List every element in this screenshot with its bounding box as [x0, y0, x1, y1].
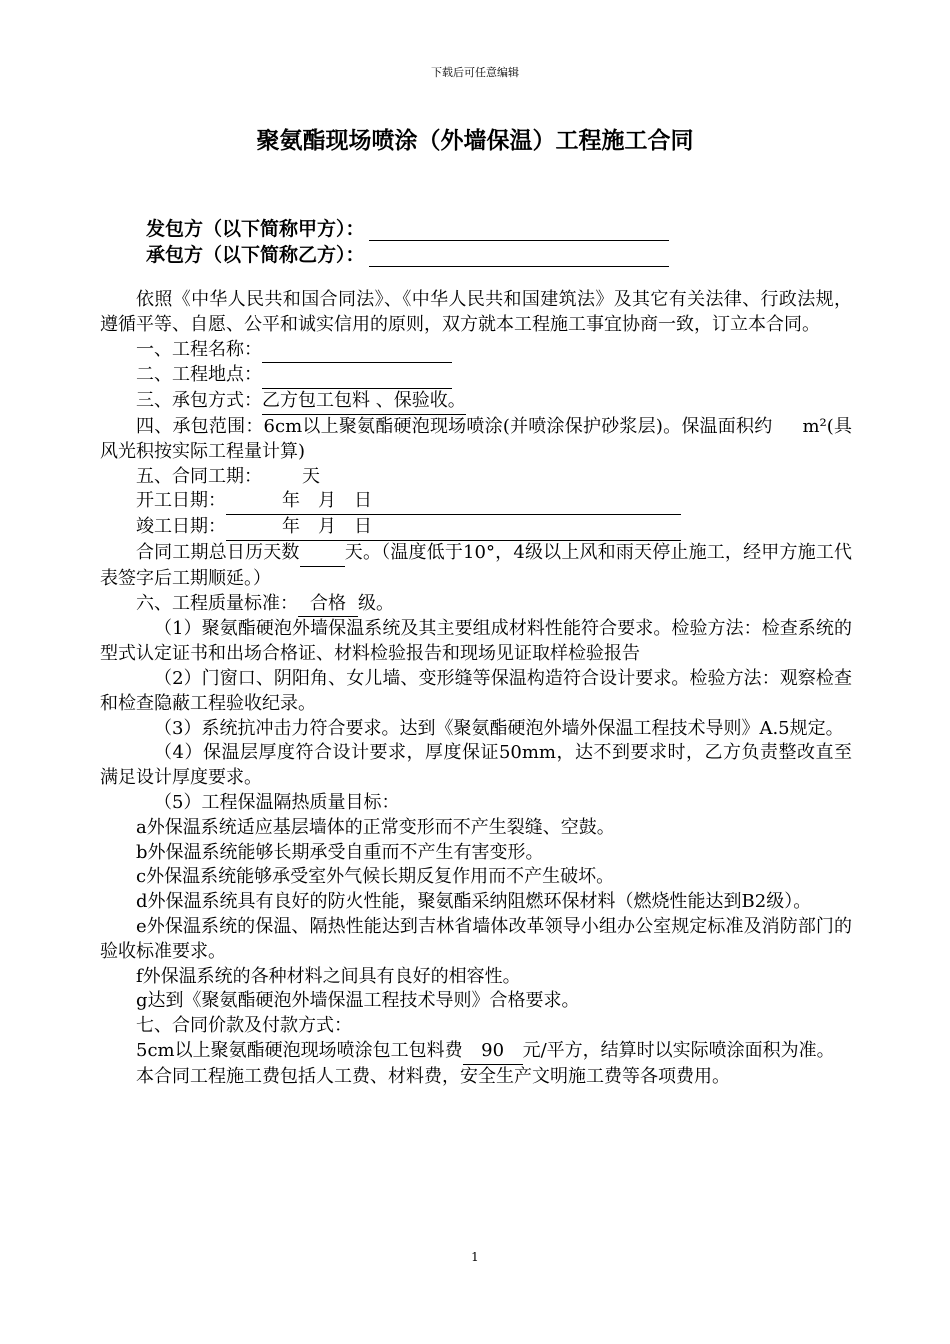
- quality-item-3: （3）系统抗冲击力符合要求。达到《聚氨酯硬泡外墙外保温工程技术导则》A.5规定。: [154, 717, 844, 739]
- quality-item-4: （4）保温层厚度符合设计要求，厚度保证50mm，达不到要求时，乙方负责整改直至满足设计厚度要求。: [100, 742, 852, 789]
- scope-paragraph: [100, 415, 852, 465]
- price-heading: 七、合同价款及付款方式：: [136, 1015, 352, 1037]
- end-date-label: 竣工日期：: [136, 516, 226, 538]
- scope-unit: m²(具风光积按实际工程量计算): [100, 415, 852, 462]
- intro-paragraph: 依照《中华人民共和国合同法》、《中华人民共和国建筑法》及其它有关法律、行政法规，遵循平等、自愿、公平和诚实信用的原则，双方就本工程施工事宜协商一致，订立本合同。: [100, 289, 852, 335]
- end-date-blank[interactable]: [226, 515, 681, 541]
- start-month-label: 月: [318, 490, 336, 512]
- page-header: 下载后可任意编辑: [431, 66, 519, 79]
- contract-title: 聚氨酯现场喷涂（外墙保温）工程施工合同: [256, 128, 694, 154]
- scope-text: 四、承包范围：6cm以上聚氨酯硬泡现场喷涂(并喷涂保护砂浆层)。保温面积约: [136, 415, 773, 437]
- total-days-note: 天。（温度低于10°，4级以上风和雨天停止施工，经甲方施工代表签字后工期顺延。）: [100, 541, 853, 589]
- target-g: g达到《聚氨酯硬泡外墙保温工程技术导则》合格要求。: [136, 990, 580, 1012]
- contract-mode-label: 三、承包方式：: [136, 390, 262, 412]
- total-days-blank[interactable]: [300, 541, 345, 567]
- start-day-label: 日: [354, 490, 372, 512]
- total-days-label: 合同工期总日历天数: [136, 541, 300, 563]
- party-b-blank[interactable]: [369, 248, 669, 267]
- total-days-paragraph: [100, 541, 852, 592]
- project-name-label: 一、工程名称：: [136, 338, 262, 360]
- target-d: d外保温系统具有良好的防火性能，聚氨酯采纳阻燃环保材料（燃烧性能达到B2级）。: [136, 891, 812, 913]
- start-date-line: [100, 489, 852, 515]
- target-a: a外保温系统适应基层墙体的正常变形而不产生裂缝、空鼓。: [136, 816, 615, 838]
- party-a-line: [146, 214, 669, 241]
- quality-item-1: （1）聚氨酯硬泡外墙保温系统及其主要组成材料性能符合要求。检验方法：检查系统的型式认定证书和出场合格证、材料检验报告和现场见证取样检验报告: [100, 618, 852, 665]
- project-location-blank[interactable]: [262, 363, 452, 389]
- party-a-label: 发包方（以下简称甲方）：: [146, 218, 365, 240]
- duration-unit: 天: [302, 465, 320, 487]
- duration-label: 五、合同工期：: [136, 465, 262, 487]
- project-location-label: 二、工程地点：: [136, 364, 262, 386]
- start-date-blank[interactable]: [226, 489, 681, 515]
- quality-standard-unit: 级。: [358, 592, 394, 614]
- start-year-label: 年: [282, 490, 300, 512]
- party-b-line: [146, 240, 669, 267]
- quality-item-2: （2）门窗口、阴阳角、女儿墙、变形缝等保温构造符合设计要求。检验方法：观察检查和检查隐蔽工程验收纪录。: [100, 667, 852, 714]
- target-b: b外保温系统能够长期承受自重而不产生有害变形。: [136, 841, 544, 863]
- contract-mode-line: [100, 389, 852, 415]
- quality-standard-line: [100, 592, 852, 618]
- price-paragraph: [100, 1039, 852, 1065]
- end-month-label: 月: [318, 516, 336, 538]
- party-b-label: 承包方（以下简称乙方）：: [146, 244, 365, 266]
- target-c: c外保温系统能够承受室外气候长期反复作用而不产生破坏。: [136, 866, 615, 888]
- target-e: e外保温系统的保温、隔热性能达到吉林省墙体改革领导小组办公室规定标准及消防部门的验收标准要求。: [100, 915, 852, 962]
- contract-body: [100, 288, 852, 1090]
- quality-standard-value: 合格: [298, 592, 358, 618]
- fee-paragraph: 本合同工程施工费包括人工费、材料费，安全生产文明施工费等各项费用。: [136, 1065, 730, 1087]
- page-number: 1: [471, 1250, 479, 1264]
- price-label: 5cm以上聚氨酯硬泡现场喷涂包工包料费: [136, 1039, 463, 1061]
- project-name-line: [100, 338, 852, 364]
- party-a-blank[interactable]: [369, 222, 669, 241]
- project-name-blank[interactable]: [262, 338, 452, 364]
- end-day-label: 日: [354, 516, 372, 538]
- price-note: 元/平方，结算时以实际喷涂面积为准。: [522, 1039, 835, 1061]
- end-year-label: 年: [282, 516, 300, 538]
- quality-item-5: （5）工程保温隔热质量目标：: [154, 791, 400, 813]
- project-location-line: [100, 363, 852, 389]
- price-value: 90: [463, 1039, 523, 1065]
- target-f: f外保温系统的各种材料之间具有良好的相容性。: [136, 965, 521, 987]
- start-date-label: 开工日期：: [136, 490, 226, 512]
- quality-standard-label: 六、工程质量标准：: [136, 592, 298, 614]
- duration-line: [100, 465, 852, 490]
- contract-mode-value: 乙方包工包料 、保验收。: [262, 389, 466, 415]
- end-date-line: [100, 515, 852, 541]
